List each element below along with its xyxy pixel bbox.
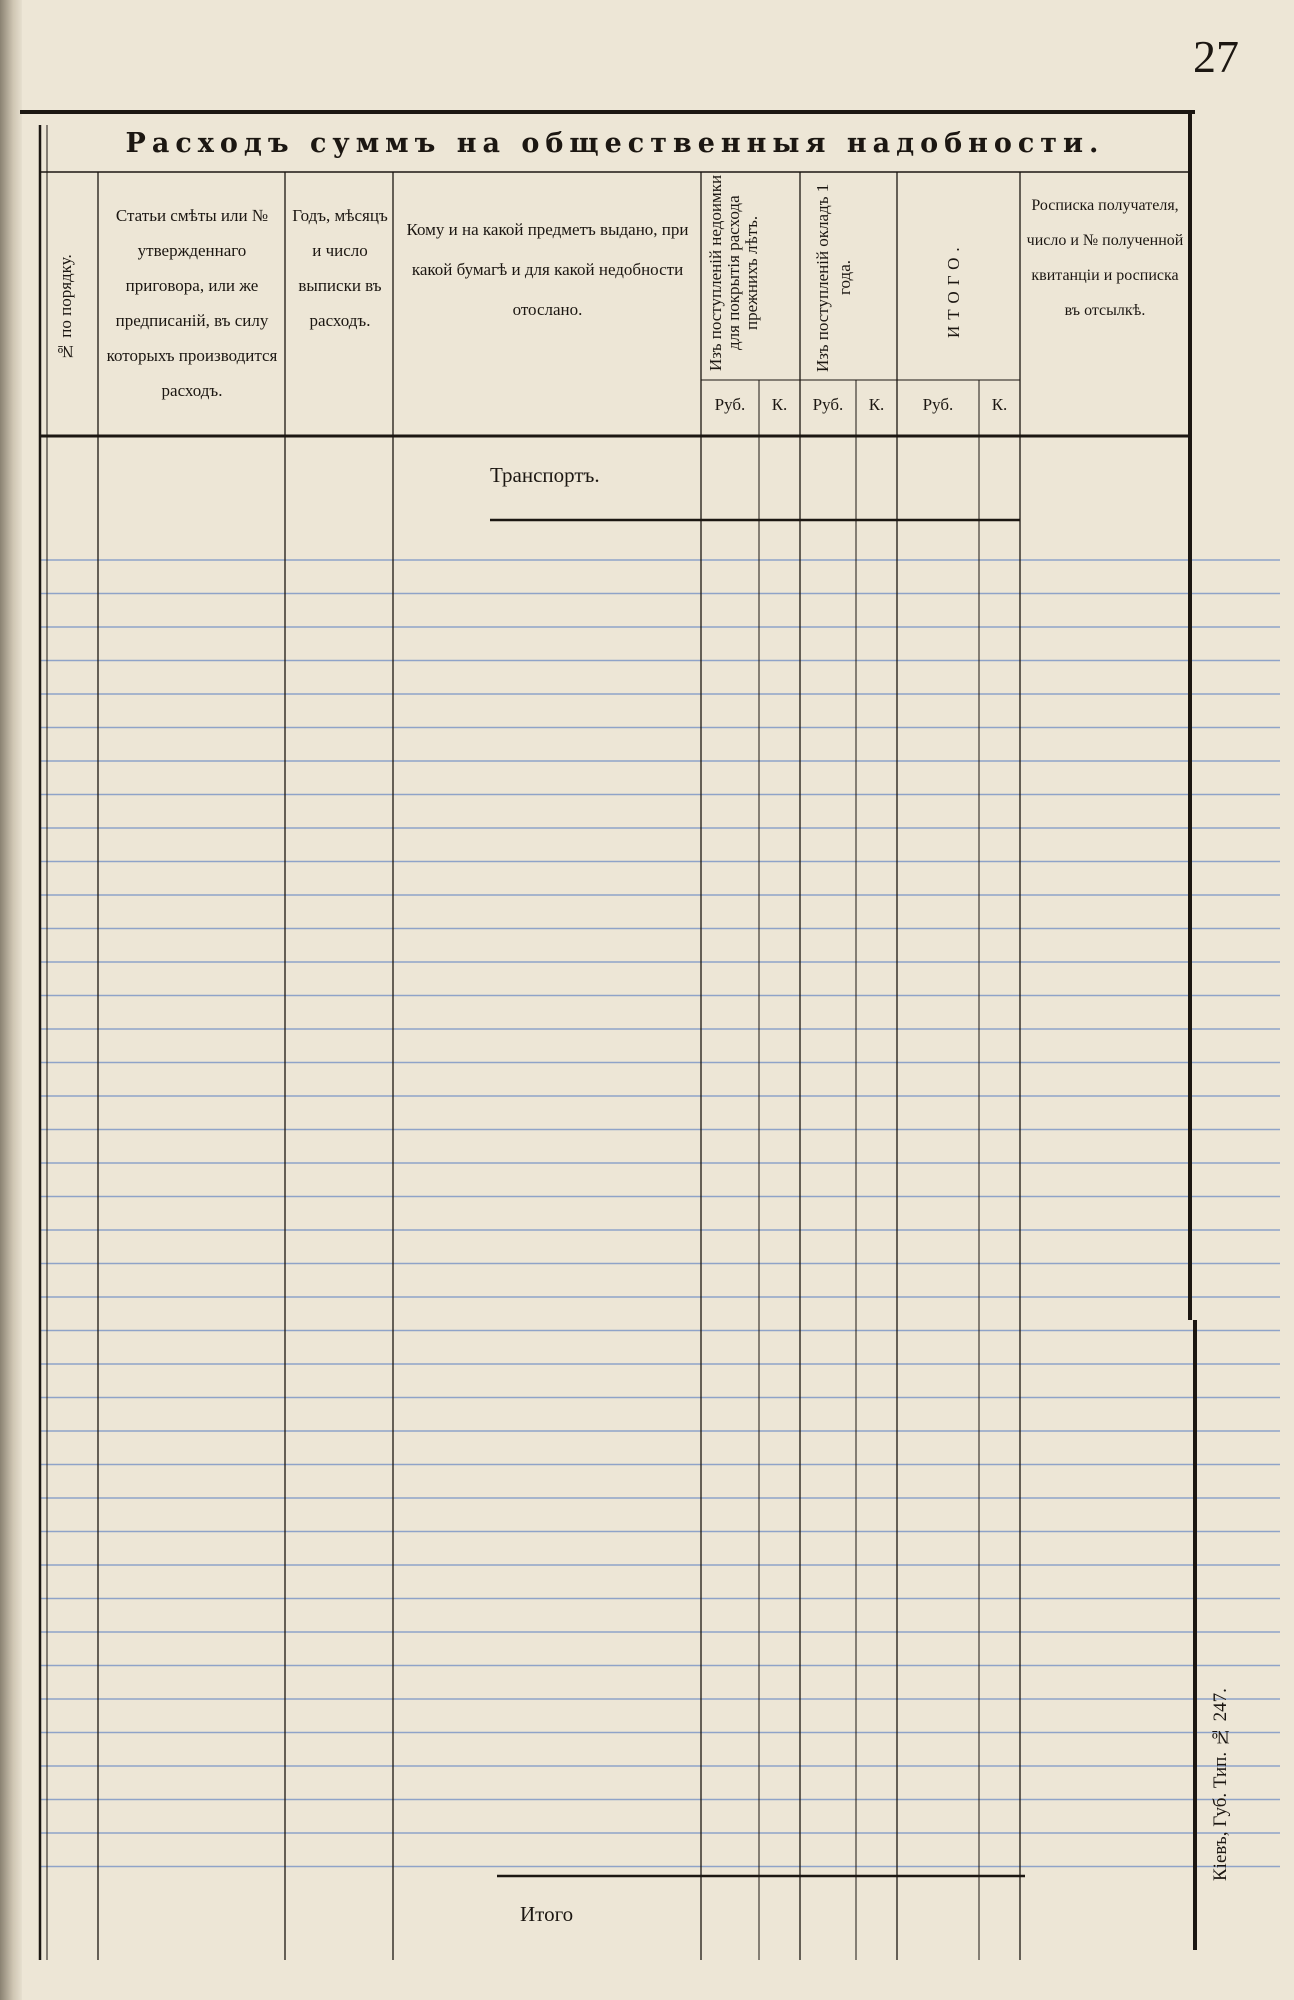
header-current: Изъ поступленій окладъ 1 года.	[813, 183, 854, 372]
header-purpose: Кому и на какой предметъ выдано, при какой бумагѣ и для какой недобности отослано.	[406, 220, 689, 319]
total-label: Итого	[520, 1902, 574, 1926]
unit-kop-current: К.	[868, 395, 885, 414]
unit-rub-total: Руб.	[922, 395, 954, 414]
header-no: № по порядку.	[56, 254, 75, 361]
unit-rub-arrears: Руб.	[714, 395, 746, 414]
header-article: Статьи смѣты или № утвержденнаго приговора, или же предписаній, въ силу которыхъ производится расходъ.	[106, 206, 278, 400]
header-date: Годъ, мѣсяцъ и число выписки въ расходъ.	[292, 206, 388, 330]
printer-imprint: Кіевъ, Губ. Тип. № 247.	[1210, 1688, 1231, 1882]
header-receipt: Росписка получателя, число и № полученной квитанціи и росписка въ отсылкѣ.	[1026, 197, 1184, 319]
unit-rub-current: Руб.	[812, 395, 844, 414]
unit-kop-arrears: К.	[771, 395, 788, 414]
transport-label: Транспортъ.	[490, 463, 600, 487]
page-number: 27	[1193, 31, 1239, 82]
header-total: ИТОГО.	[944, 241, 963, 339]
unit-kop-total: К.	[991, 395, 1008, 414]
table-title: Расходъ суммъ на общественныя надобности.	[125, 128, 1105, 159]
header-arrears: Изъ поступленій недоимки для покрытія расхода прежнихъ лѣтъ.	[706, 174, 761, 371]
